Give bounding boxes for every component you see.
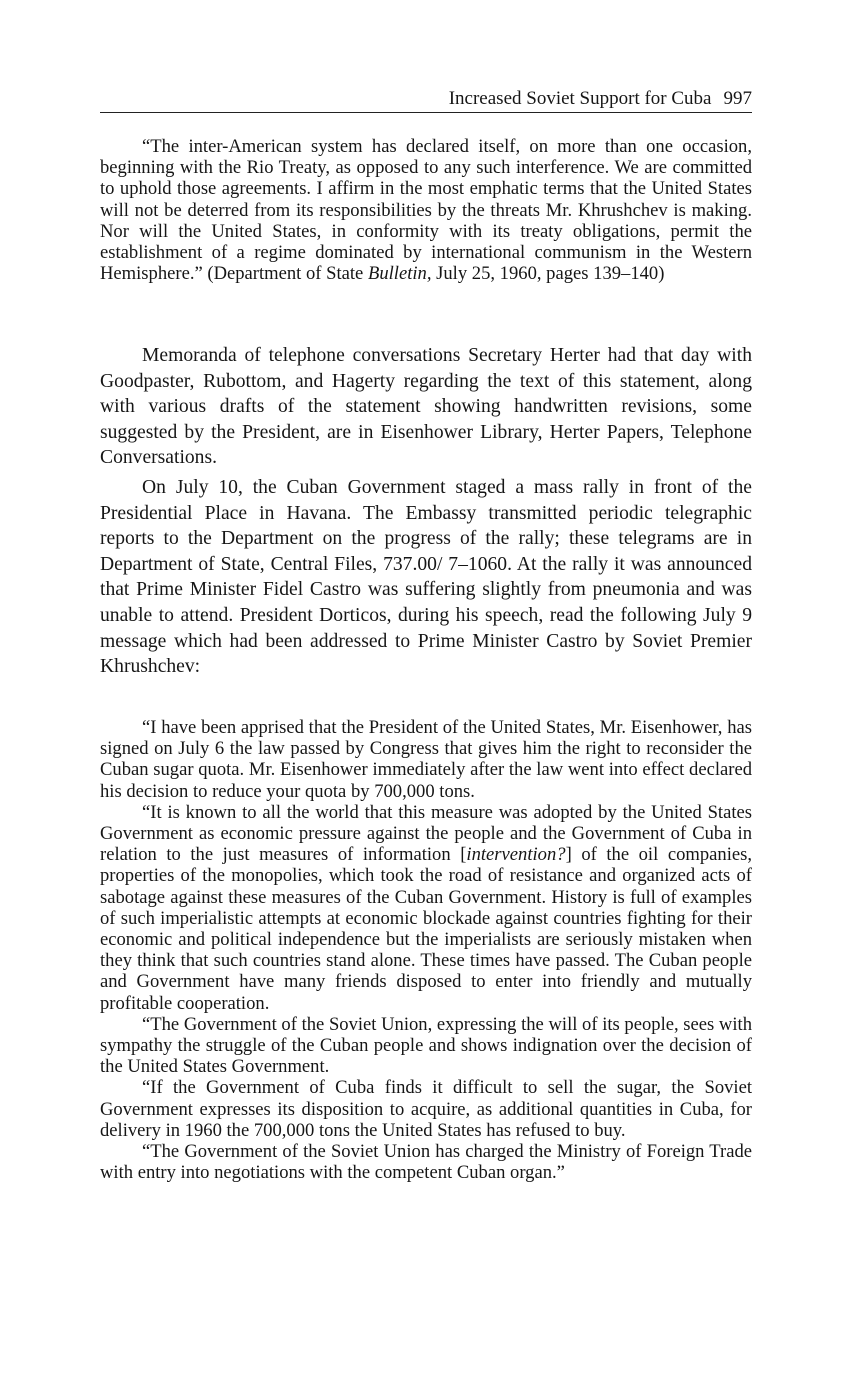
quote-paragraph: “It is known to all the world that this measure was adopted by the United States Government as economic pressure against the people and the Government of Cuba in relation to the just measures of information [intervention?] of the oil companies, properties of the monopolies, which took the road of resistance and organized acts of sabotage against these measures of the Cuban Government. History is full of examples of such imperialistic attempts at economic blockade against countries fighting for their economic and political independence but the imperialists are seriously mistaken when they think that such countries stand alone. These times have passed. The Cuban people and Government have many friends disposed to enter into friendly and mutually profitable cooperation. (100, 801, 752, 1014)
body-paragraph-rally: On July 10, the Cuban Government staged a mass rally in front of the Presidential Place in Havana. The Embassy transmitted periodic telegraphic reports to the Department on the progress of the rally; these telegrams are in Department of State, Central Files, 737.00/ 7–1060. At the rally it was announced that Prime Minister Fidel Castro was suffering slightly from pneumonia and was unable to attend. President Dorticos, during his speech, read the following July 9 message which had been addressed to Prime Minister Castro by Soviet Premier Khrushchev: (100, 477, 752, 678)
khrushchev-message-quote (100, 717, 752, 1183)
italic-title: Bulletin, (367, 263, 432, 285)
running-title: Increased Soviet Support for Cuba (448, 88, 712, 109)
quote-paragraph: “I have been apprised that the President of the United States, Mr. Eisenhower, has signed on July 6 the law passed by Congress that gives him the right to reconsider the Cuban sugar quota. Mr. Eisenhower immediately after the law went into effect declared his decision to reduce your quota by 700,000 tons. (100, 717, 752, 802)
herter-statement-quote (100, 136, 752, 284)
quote-paragraph: “If the Government of Cuba finds it difficult to sell the sugar, the Soviet Government expresses its disposition to acquire, as additional quantities in Cuba, for delivery in 1960 the 700,000 tons the United States has refused to buy. (100, 1077, 752, 1141)
body-paragraph-memoranda: Memoranda of telephone conversations Secretary Herter had that day with Goodpaster, Rubottom, and Hagerty regarding the text of this statement, along with various drafts of the statement showing handwritten revisions, some suggested by the President, are in Eisenhower Library, Herter Papers, Telephone Conversations. (100, 345, 752, 469)
quote-paragraph: “The Government of the Soviet Union has charged the Ministry of Foreign Trade with entry into negotiations with the competent Cuban organ.” (100, 1141, 752, 1184)
italic-insertion: intervention? (466, 844, 566, 866)
quote-paragraph: “The inter-American system has declared itself, on more than one occasion, beginning with the Rio Treaty, as opposed to any such interference. We are committed to uphold those agreements. I affirm in the most emphatic terms that the United States will not be deterred from its responsibilities by the threats Mr. Khrushchev is making. Nor will the United States, in conformity with its treaty obligations, permit the establishment of a regime dominated by international communism in the Western Hemisphere.” (Department of State Bulletin, July 25, 1960, pages 139–140) (100, 136, 752, 285)
page-number: 997 (723, 88, 752, 109)
quote-paragraph: “The Government of the Soviet Union, expressing the will of its people, sees with sympathy the struggle of the Cuban people and shows indignation over the decision of the United States Government. (100, 1013, 752, 1078)
running-header (100, 88, 752, 113)
